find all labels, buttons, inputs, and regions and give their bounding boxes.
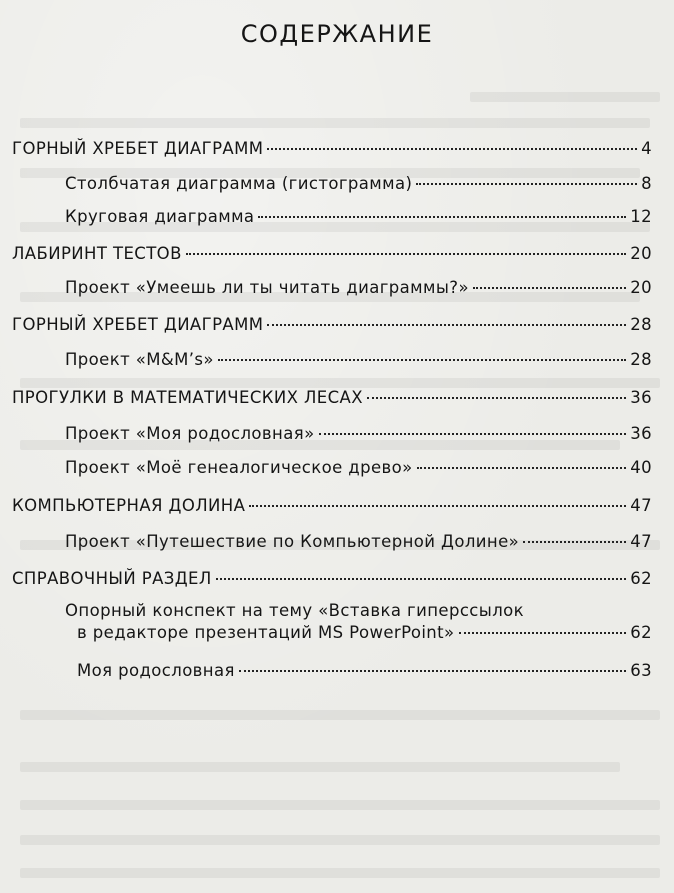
toc-entry-page: 28	[630, 350, 652, 369]
toc-entry-section[interactable]	[12, 496, 652, 515]
toc-entry-page: 47	[630, 532, 652, 551]
toc-entry-page: 20	[630, 244, 652, 263]
toc-entry-subsection[interactable]	[65, 350, 652, 369]
toc-entry-label-line1: Опорный конспект на тему «Вставка гиперссылок	[65, 601, 525, 620]
toc-entry-page: 63	[630, 661, 652, 680]
toc-entry-label: в редакторе презентаций MS PowerPoint»	[77, 623, 455, 642]
toc-entry-page: 40	[630, 458, 652, 477]
toc-entry-subsection[interactable]	[65, 174, 652, 193]
leader-dots	[267, 148, 637, 150]
toc-entry-section[interactable]	[12, 139, 652, 158]
toc-entry-page: 62	[630, 623, 652, 642]
toc-entry-page: 12	[630, 207, 652, 226]
leader-dots	[216, 578, 627, 580]
toc-entry-subsection[interactable]	[77, 661, 652, 680]
leader-dots	[239, 670, 626, 672]
toc-entry-section[interactable]	[12, 315, 652, 334]
toc-entry-label: Проект «Путешествие по Компьютерной Долине»	[65, 532, 520, 551]
toc-entry-label: Проект «Моё генеалогическое древо»	[65, 458, 413, 477]
leader-dots	[186, 253, 626, 255]
toc-entry-label: ЛАБИРИНТ ТЕСТОВ	[12, 244, 182, 263]
toc-entry-label: Круговая диаграмма	[65, 207, 255, 226]
toc-entry-page: 36	[630, 424, 652, 443]
toc-entry-label: Проект «M&M’s»	[65, 350, 214, 369]
toc-entry-page: 47	[630, 496, 652, 515]
page-title: СОДЕРЖАНИЕ	[240, 20, 434, 48]
toc-entry-label: КОМПЬЮТЕРНАЯ ДОЛИНА	[12, 496, 246, 515]
toc-entry-label: Проект «Моя родословная»	[65, 424, 315, 443]
toc-entry-line2	[77, 623, 652, 642]
toc-entry-page: 62	[630, 569, 652, 588]
leader-dots	[473, 287, 626, 289]
toc-entry-subsection[interactable]	[65, 458, 652, 477]
toc-entry-subsection-multiline[interactable]	[65, 601, 652, 642]
toc-entry-page: 4	[641, 139, 652, 158]
toc-entry-section[interactable]	[12, 388, 652, 407]
toc-entry-page: 8	[641, 174, 652, 193]
toc-entry-label: ГОРНЫЙ ХРЕБЕТ ДИАГРАММ	[12, 315, 264, 334]
toc-entry-subsection[interactable]	[65, 278, 652, 297]
toc-entry-label: ПРОГУЛКИ В МАТЕМАТИЧЕСКИХ ЛЕСАХ	[12, 388, 363, 407]
toc-entry-label: Столбчатая диаграмма (гистограмма)	[65, 174, 413, 193]
leader-dots	[267, 324, 626, 326]
toc-entry-subsection[interactable]	[65, 424, 652, 443]
toc-entry-label: ГОРНЫЙ ХРЕБЕТ ДИАГРАММ	[12, 139, 264, 158]
toc-entry-label: Моя родословная	[77, 661, 235, 680]
toc-entry-page: 28	[630, 315, 652, 334]
toc-entry-section[interactable]	[12, 244, 652, 263]
leader-dots	[218, 359, 626, 361]
leader-dots	[417, 467, 627, 469]
toc-entry-label: СПРАВОЧНЫЙ РАЗДЕЛ	[12, 569, 212, 588]
toc-entry-page: 36	[630, 388, 652, 407]
toc-entry-page: 20	[630, 278, 652, 297]
toc-entry-subsection[interactable]	[65, 532, 652, 551]
leader-dots	[459, 632, 627, 634]
leader-dots	[258, 216, 626, 218]
toc-entry-label: Проект «Умеешь ли ты читать диаграммы?»	[65, 278, 469, 297]
leader-dots	[319, 433, 627, 435]
leader-dots	[523, 541, 626, 543]
leader-dots	[249, 505, 626, 507]
toc-entry-subsection[interactable]	[65, 207, 652, 226]
leader-dots	[416, 183, 637, 185]
toc-entry-section[interactable]	[12, 569, 652, 588]
leader-dots	[367, 397, 626, 399]
